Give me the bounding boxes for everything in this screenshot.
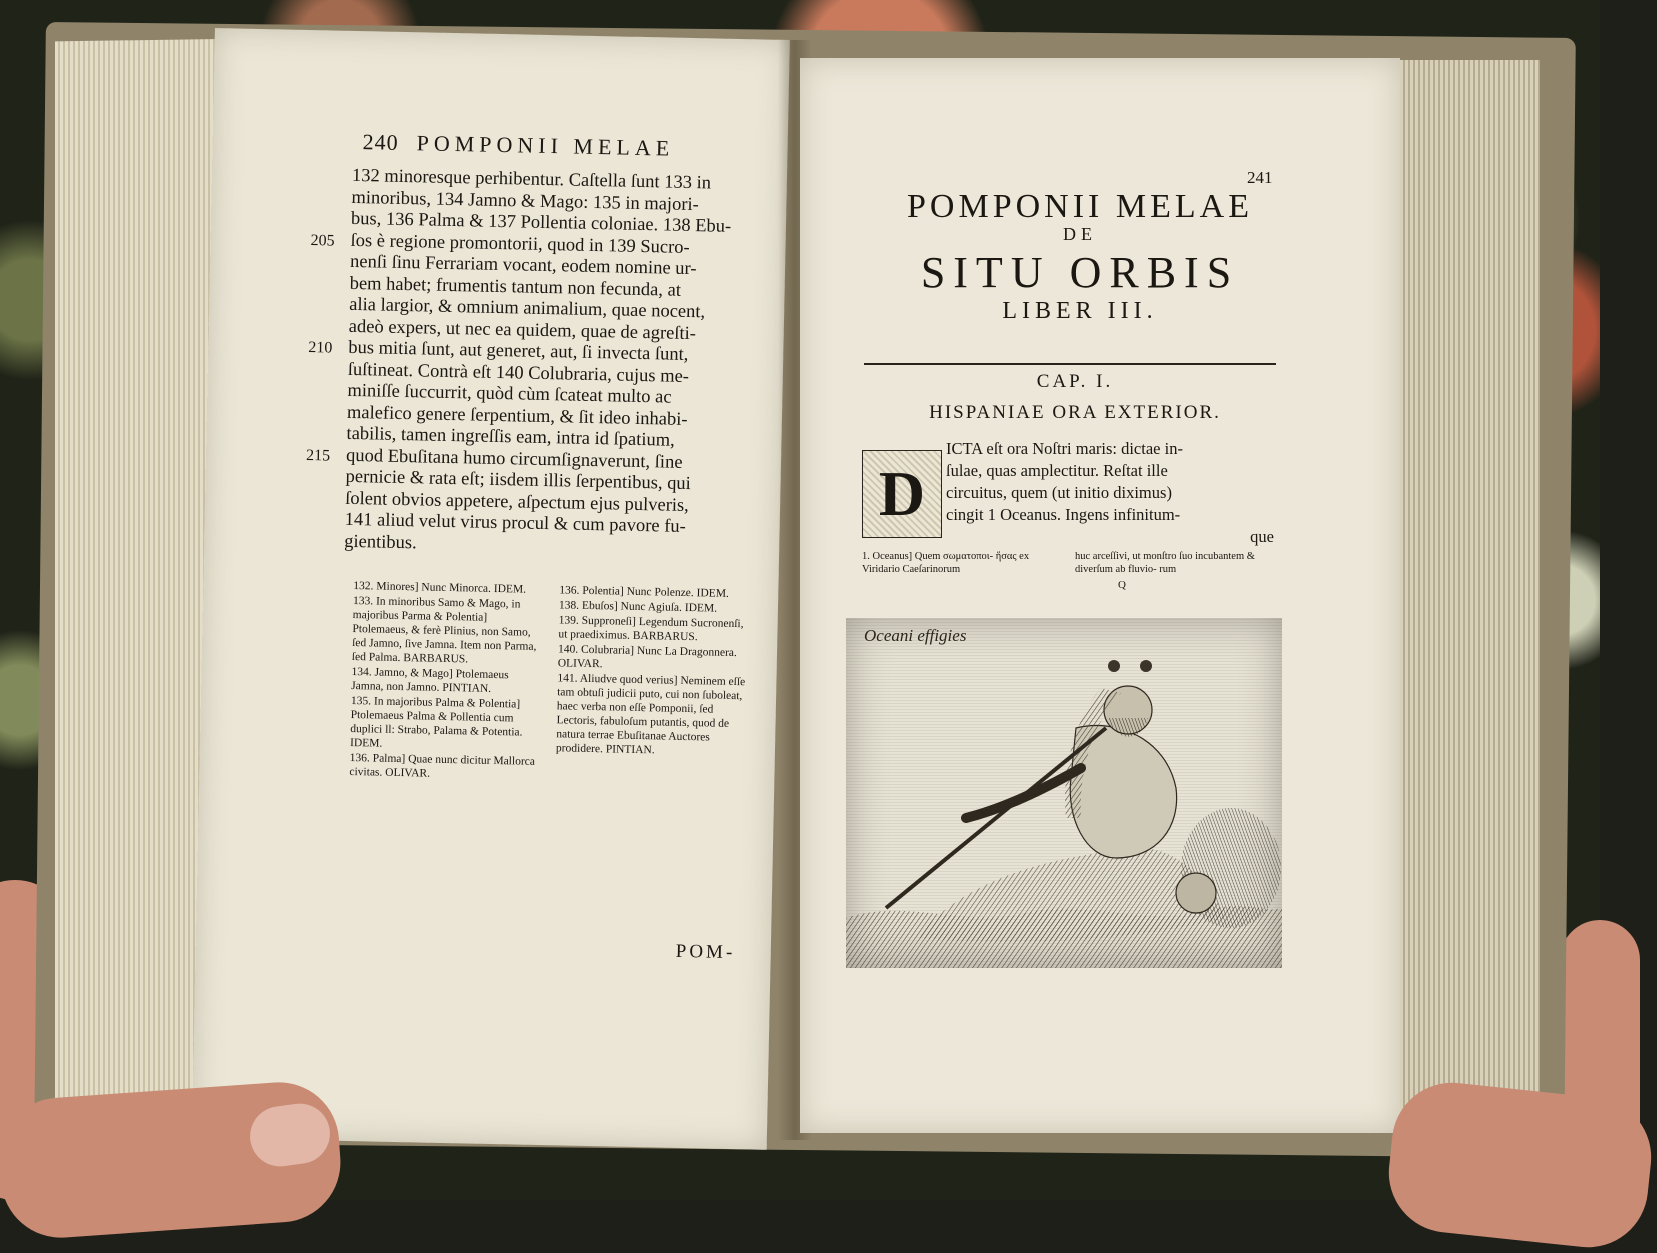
book-title-block (870, 188, 1290, 325)
opening-line: ICTA eſt ora Noſtri maris: dictae in- (946, 439, 1183, 458)
running-head-title: POMPONII MELAE (416, 130, 675, 161)
opening-paragraph (946, 438, 1274, 548)
title-rule (864, 363, 1276, 365)
line-number: 210 (308, 339, 333, 357)
decorated-initial: D (862, 450, 942, 538)
line-text: gientibus. (344, 531, 417, 553)
line-text: ſos è regione promontorii, quod in 139 Sucro- (350, 230, 690, 258)
opening-line: ſulae, quas amplectitur. Reſtat ille (946, 461, 1168, 480)
title-liber: LIBER III. (1002, 298, 1158, 324)
footnote: 134. Jamno, & Mago] Ptolemaeus Jamna, non Jamno. PINTIAN. (351, 666, 509, 695)
footnote: 140. Colubraria] Nunc La Dragonnera. OLIVAR. (557, 643, 737, 671)
right-page (800, 58, 1400, 1133)
footnote: 136. Polentia] Nunc Polenze. IDEM. (559, 584, 729, 600)
left-page-number: 240 (362, 129, 399, 155)
signature-mark: Q (1118, 579, 1126, 591)
plate-caption: Oceani effigies (864, 626, 967, 645)
right-footnote-col1: 1. Oceanus] Quem σωματοποι- ἥσας ex Viridario Caeſarinorum (862, 551, 1030, 575)
opening-line: circuitus, quem (ut initio diximus) (946, 483, 1172, 502)
footnotes-col1 (349, 579, 545, 784)
line-text: bus, 136 Palma & 137 Pollentia coloniae. 138 Ebu- (350, 208, 732, 237)
footnotes-col2 (556, 583, 752, 760)
line-number: 215 (305, 446, 331, 465)
chapter-title: HISPANIAE ORA EXTERIOR. (929, 402, 1221, 423)
line-number: 205 (310, 231, 335, 250)
footnote: 133. In minoribus Samo & Mago, in majoribus Parma & Polentia] Ptolemaeus, & ferè Plinius, non Samo, ſed Jamno, ſive Jamna. Item non Parma, ſed Palma. BARBARUS. (351, 595, 537, 666)
footnote: 138. Ebuſos] Nunc Agiuſa. IDEM. (558, 599, 718, 615)
footnote: 139. Supproneſi] Legendum Sucronenſi, ut praediximus. BARBARUS. (558, 614, 744, 644)
title-situ-orbis: SITU ORBIS (920, 248, 1240, 297)
line-text: minoribus, 134 Jamno & Mago: 135 in majori- (351, 187, 699, 215)
line-text: 132 minoresque perhibentur. Caſtella ſunt 133 in (351, 165, 712, 194)
line-text: miniſſe ſuccurrit, quòd cùm ſcateat multo ac (347, 380, 672, 408)
opening-line: que (1250, 527, 1274, 546)
right-thumb (1383, 1077, 1657, 1253)
chapter-heading: CAP. I. (1036, 371, 1114, 392)
line-text: alia largior, & omnium animalium, quae nocent, (349, 294, 706, 323)
catchword: POM- (675, 940, 736, 964)
opening-line: cingit 1 Oceanus. Ingens infinitum- (946, 505, 1181, 524)
title-author: POMPONII MELAE (907, 188, 1253, 225)
left-body-text (305, 165, 747, 561)
right-footnote-col2: huc arceſſivi, ut monſtro ſuo incubantem & diverſum ab fluvio- rum (1075, 551, 1255, 575)
running-head (362, 129, 674, 162)
line-text: bus mitia ſunt, aut generet, aut, ſi invecta ſunt, (348, 337, 689, 365)
title-de: DE (1063, 224, 1097, 244)
footnote: 136. Palma] Quae nunc dicitur Mallorca civitas. OLIVAR. (349, 751, 536, 780)
right-page-edges (1400, 60, 1540, 1140)
line-text: pernicie & rata eſt; iisdem illis ſerpentibus, qui (345, 466, 692, 495)
line-text: bem habet; frumentis tantum non fecunda, at (349, 273, 682, 301)
footnote: 135. In majoribus Palma & Polentia] Ptolemaeus Palma & Pollentia cum duplici ll: Strabo, Palama & Potentia. IDEM. (349, 694, 523, 750)
oceanus-figure-engraving (846, 618, 1282, 968)
line-text: ſolent obvios appetere, aſpectum ejus pulveris, (344, 488, 690, 516)
line-text: 141 aliud velut virus procul & cum pavore fu- (344, 509, 687, 537)
footnote: 132. Minores] Nunc Minorca. IDEM. (353, 580, 527, 596)
line-text: quod Ebuſitana humo circumſignaverunt, ſine (345, 445, 683, 473)
line-text: adeò expers, ut nec ea quidem, quae de agreſti- (348, 316, 697, 344)
line-text: malefico genere ſerpentium, & ſit ideo inhabi- (346, 402, 688, 430)
footnote: 141. Aliudve quod verius] Neminem eſſe tam obtuſi judicii puto, cui non ſuboleat, haec verba non eſſe Pomponii, ſed Lectoris, fabuloſum putantis, quod de natura terrae Ebuſitanae Auctores prodidere. PINTIAN. (555, 672, 746, 757)
engraving-plate (846, 618, 1282, 968)
line-text: ſuſtineat. Contrà eſt 140 Colubraria, cujus me- (347, 359, 690, 387)
right-page-number: 241 (1247, 168, 1273, 187)
line-text: nenſi ſinu Ferrariam vocant, eodem nomine ur- (349, 251, 697, 280)
line-text: tabilis, tamen ingreſſis eam, intra id ſpatium, (346, 423, 675, 451)
left-page (192, 28, 790, 1150)
